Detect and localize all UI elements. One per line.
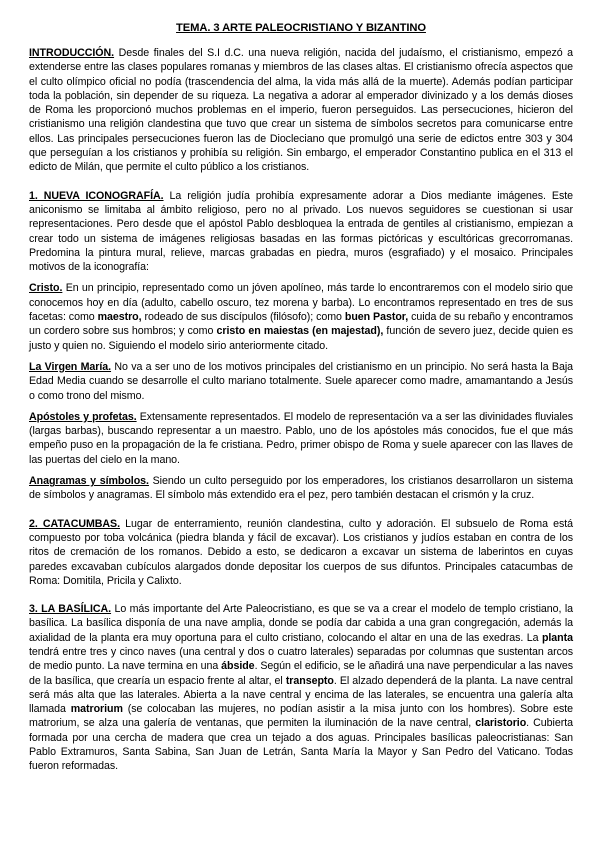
intro-text: Desde finales del S.I d.C. una nueva religión, nacida del judaísmo, el cristianismo, empezó a extenderse entre las clases populares romanas y miembros de las clases altas. El cristianismo ofrecía aspectos que el culto olímpico oficial no podía (trascendencia del alma, la vida más allá de la muerte). Además podían participar toda la población, sin depender de su riqueza. La negativa a adorar al emperador divinizado y a los demás dioses de Roma les proporcionó muchos problemas en el imperio, fueron perseguidos. Las persecuciones, hicieron del cristianismo una religión clandestina que tuvo que crear un sistema de símbolos secretos para comunicarse entre ellos. Las principales persecuciones fueron las de Diocleciano que promulgó una serie de edictos entre 303 y 304 que perseguían a los cristianos y prohibía su religión. Sin embargo, el emperador Constantino publica en el 313 el edicto de Milán, que permite el culto público a los cristianos.: [29, 47, 573, 174]
virgen-paragraph: [29, 360, 573, 403]
basilica-heading: 3. LA BASÍLICA.: [29, 603, 112, 616]
cristo-text-2: rodeado de sus discípulos (filósofo); como: [141, 311, 345, 324]
virgen-heading: La Virgen María.: [29, 360, 112, 373]
catacumbas-paragraph: [29, 517, 573, 588]
cristo-text-4: función de severo juez, decide quien es justo y quien no. Siguiendo el modelo sirio anteriormente citado.: [29, 325, 573, 352]
cristo-text-3: cuida de su rebaño y encontramos un cordero sobre sus hombros; y como: [29, 311, 573, 338]
basilica-text-1: Lo más importante del Arte Paleocristiano, es que se va a crear el modelo de templo cristiano, la basílica. La basílica disponía de una nave amplia, donde se podía dar cabida a una gran congregación, además la axialidad de la planta era muy oportuna para el culto cristiano, colocando el altar en una de las exedras. La: [29, 603, 574, 644]
cristo-heading: Cristo.: [29, 282, 63, 295]
cristo-bold-2: buen Pastor,: [344, 311, 409, 324]
cristo-text-1: En un principio, representado como un jóven apolíneo, más tarde lo encontraremos con el modelo sirio que conocemos hoy en día (adulto, cabello oscuro, tez morena y barba). Lo encontramos representado en tres de sus facetas: como: [29, 282, 573, 324]
anagramas-heading: Anagramas y símbolos.: [29, 475, 149, 488]
basilica-bold-2: ábside: [221, 660, 255, 673]
catacumbas-heading: 2. CATACUMBAS.: [29, 517, 121, 530]
basilica-text-6: . Cubierta formada por una cercha de madera que crea un tejado a dos aguas. Principales basílicas paleocristianas: San Pablo Extramuros, Santa Sabina, San Juan de Letrán, Santa María la Mayor y San Pedro del Vaticano. Todas fueron reformadas.: [29, 717, 573, 773]
basilica-bold-3: transepto: [285, 674, 334, 687]
intro-paragraph: [29, 46, 573, 175]
anagramas-text: Siendo un culto perseguido por los emperadores, los cristianos desarrollaron un sistema de símbolos y anagramas. El símbolo más extendido era el pez, pero también destacan el crismón y la cruz.: [29, 475, 574, 502]
cristo-bold-3: cristo en maiestas (en majestad),: [216, 325, 384, 338]
iconografia-paragraph: [29, 189, 573, 275]
anagramas-paragraph: [29, 474, 573, 503]
basilica-bold-1: planta: [541, 631, 573, 644]
virgen-text: No va a ser uno de los motivos principales del cristianismo en un principio. No será hasta la Baja Edad Media cuando se desarrolle el culto mariano totalmente. Suele aparecer como madre, amamantando a Jesús o como trono del mismo.: [29, 360, 574, 402]
intro-heading: INTRODUCCIÓN.: [29, 47, 115, 59]
iconografia-text: La religión judía prohibía expresamente adorar a Dios mediante imágenes. Este aniconismo se limitaba al ámbito religioso, pero no al privado. Los nuevos seguidores se cuestionan si usar representaciones. Pero desde que el apóstol Pablo desbloquea la entrada de gentiles al cristianismo, empiezan a crear todo un sistema de imágenes religiosas basadas en las formas pictóricas y escultóricas grecorromanas. Predomina la pintura mural, relieve, marcas grabadas en piedra, muros (esgrafiado) y el mosaico. Principales motivos de la iconografía:: [29, 189, 574, 274]
document-page: [29, 22, 573, 774]
apostoles-text: Extensamente representados. El modelo de representación va a ser las divinidades fluviales (largas barbas), buscando representar a un maestro. Pablo, uno de los apóstoles más conocidos, fue el que más empeño puso en la propagación de la fe cristiana. Pedro, primer obispo de Roma y suele aparecer con las llaves de las puertas del cielo en la mano.: [29, 410, 573, 466]
cristo-paragraph: [29, 281, 573, 352]
document-title: TEMA. 3 ARTE PALEOCRISTIANO Y BIZANTINO: [176, 22, 426, 34]
basilica-text-2: tendrá entre tres y cinco naves (una central y dos o cuatro laterales) separadas por columnas que sustentan arcos de medio punto. La nave termina en una: [29, 645, 573, 673]
basilica-bold-4: matrorium: [70, 703, 123, 716]
cristo-bold-1: maestro,: [97, 311, 142, 324]
catacumbas-text: Lugar de enterramiento, reunión clandestina, culto y adoración. El subsuelo de Roma está compuesto por toba volcánica (piedra blanda y fácil de excavar). Los cristianos y judíos estaban en contra de los ritos de cremación de los romanos. Debido a esto, se dedicaron a excavar un sistema de laberintos en cuyas paredes excavaban cubículos alargados donde depositar los cuerpos de sus difuntos. Principales catacumbas de Roma: Domitila, Pricila y Calixto.: [29, 517, 573, 587]
apostoles-paragraph: [29, 410, 573, 467]
basilica-text-3: . Según el edificio, se le añadirá una nave perpendicular a las naves de la basílica, que crearía un espacio frente al altar, el: [29, 660, 573, 687]
basilica-text-5: (se colocaban las mujeres, no podían asistir a la misa junto con los hombres). Sobre este matrorium, se alza una galería de ventanas, que permiten la iluminación de la nave central,: [29, 703, 573, 730]
apostoles-heading: Apóstoles y profetas.: [29, 410, 137, 423]
basilica-bold-5: claristorio: [475, 717, 527, 730]
basilica-paragraph: [29, 602, 573, 774]
iconografia-heading: 1. NUEVA ICONOGRAFÍA.: [29, 189, 164, 202]
basilica-text-4: . El alzado dependerá de la planta. La nave central será más alta que las laterales. Abierta a la nave central y encima de las laterales, se encuentra una galería alta llamada: [29, 674, 573, 716]
